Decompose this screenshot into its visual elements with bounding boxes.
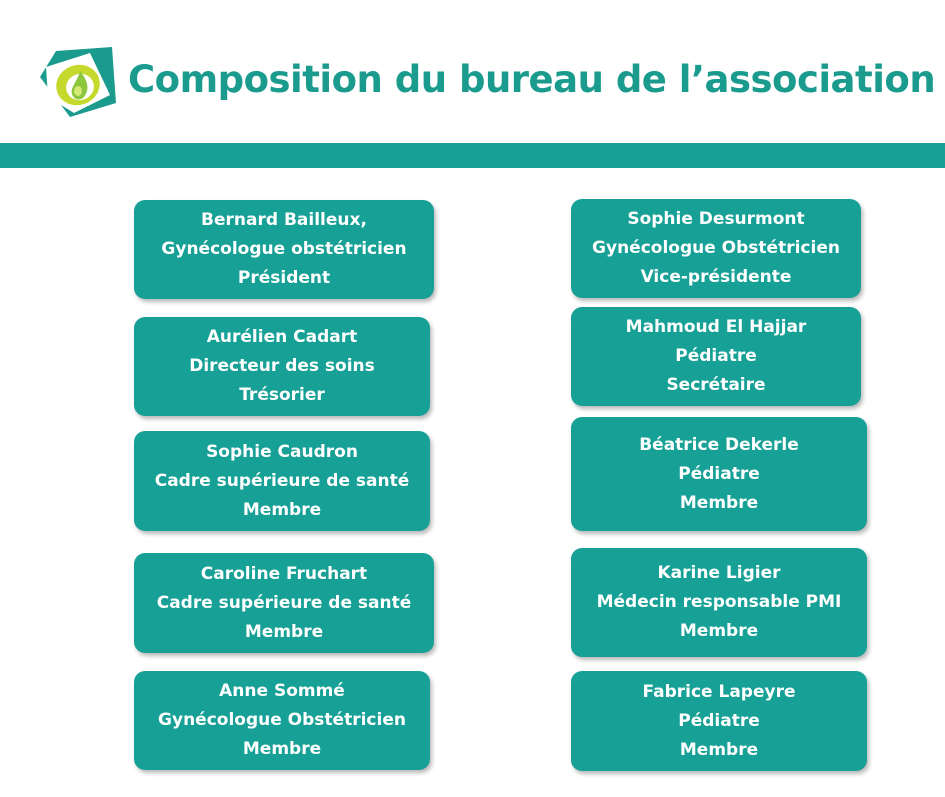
member-role: Gynécologue Obstétricien — [592, 238, 840, 258]
member-card-bailleux — [134, 200, 434, 299]
member-role: Médecin responsable PMI — [596, 592, 842, 612]
member-name: Mahmoud El Hajjar — [625, 317, 807, 337]
member-card-lapeyre — [571, 671, 867, 771]
member-name: Karine Ligier — [657, 563, 781, 583]
member-name: Sophie Caudron — [206, 441, 358, 462]
association-logo-icon — [40, 47, 116, 117]
member-function: Membre — [244, 621, 324, 642]
member-name: Caroline Fruchart — [200, 563, 368, 584]
member-card-fruchart — [134, 553, 434, 653]
member-card-el-hajjar — [571, 307, 861, 406]
header-band — [0, 143, 945, 168]
member-role: Cadre supérieure de santé — [154, 470, 410, 491]
member-function: Membre — [242, 739, 322, 759]
member-card-cadart — [134, 317, 430, 416]
member-name: Fabrice Lapeyre — [642, 681, 796, 702]
member-role: Pédiatre — [678, 463, 760, 484]
page-title: Composition du bureau de l’association — [128, 58, 936, 101]
member-function: Membre — [679, 739, 759, 760]
member-function: Membre — [679, 492, 759, 513]
member-card-ligier — [571, 548, 867, 657]
member-card-caudron — [134, 431, 430, 531]
member-name: Sophie Desurmont — [627, 209, 805, 229]
member-function: Vice-présidente — [640, 267, 792, 287]
member-role: Cadre supérieure de santé — [156, 592, 412, 613]
member-role: Gynécologue Obstétricien — [158, 710, 406, 730]
member-name: Bernard Bailleux, — [201, 210, 367, 230]
member-card-desurmont — [571, 199, 861, 298]
member-role: Pédiatre — [675, 346, 757, 366]
member-name: Anne Sommé — [219, 681, 345, 701]
member-card-dekerle — [571, 417, 867, 531]
member-function: Président — [237, 268, 331, 288]
member-function: Secrétaire — [666, 375, 766, 395]
member-name: Aurélien Cadart — [206, 327, 358, 347]
member-function: Trésorier — [239, 385, 325, 405]
member-role: Pédiatre — [678, 710, 760, 731]
member-role: Gynécologue obstétricien — [161, 239, 407, 259]
member-role: Directeur des soins — [189, 356, 375, 376]
member-card-somme — [134, 671, 430, 770]
member-function: Membre — [679, 621, 759, 641]
member-function: Membre — [242, 499, 322, 520]
member-name: Béatrice Dekerle — [639, 434, 799, 455]
